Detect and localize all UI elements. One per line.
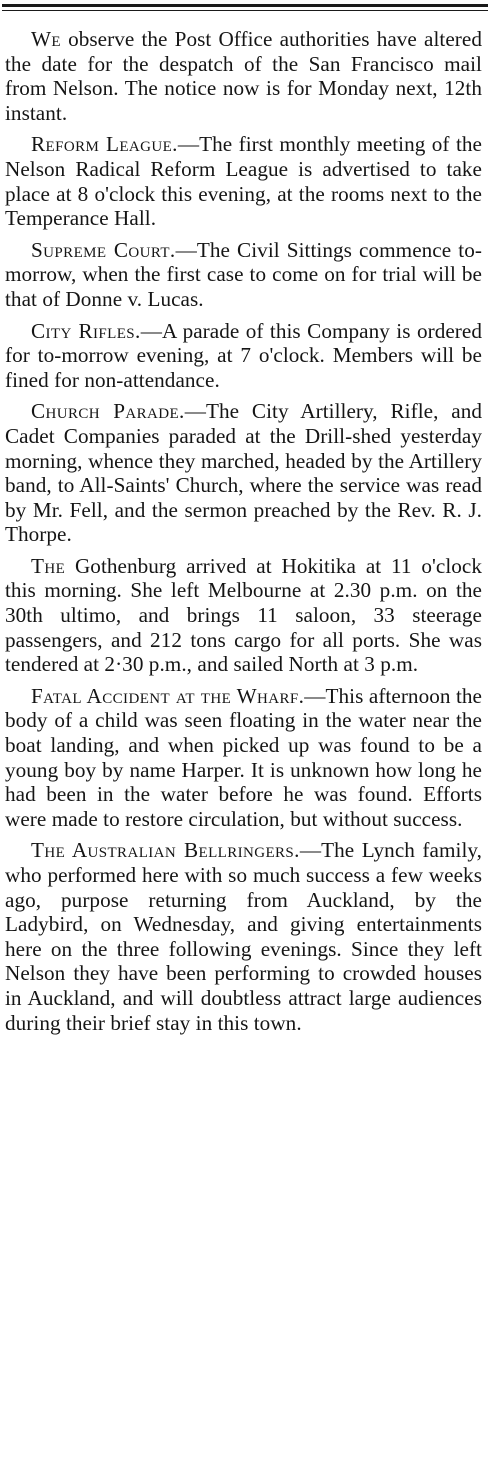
- paragraph-body: —The Lynch family, who performed here with so much success a few weeks ago, purpose returning from Auckland, by the Ladybird, on Wednesday, and giving entertainments here on the three following evenings. Since they left Nelson they have been performing to crowded houses in Auckland, and will doubtless attract large audiences during their brief stay in this town.: [5, 838, 482, 1035]
- paragraph-head: Reform League.: [31, 132, 178, 157]
- top-thick-rule: [2, 4, 488, 7]
- paragraph-head: Fatal Accident at the Wharf.: [31, 683, 305, 708]
- news-column: [5, 27, 482, 1042]
- paragraph-body: —The City Artillery, Rifle, and Cadet Companies paraded at the Drill-shed yesterday morning, whence they marched, headed by the Artillery band, to All-Saints' Church, where the service was read by Mr. Fell, and the sermon preached by the Rev. R. J. Thorpe.: [5, 399, 482, 547]
- paragraph-body: —A parade of this Company is ordered for to-morrow evening, at 7 o'clock. Members will be fined for non-attendance.: [5, 318, 483, 392]
- paragraph-church-parade: [5, 399, 482, 547]
- paragraph-bellringers: [5, 838, 482, 1035]
- paragraph-head: We: [31, 27, 61, 51]
- paragraph-supreme-court: [5, 238, 482, 312]
- paragraph-head: City Rifles.: [31, 318, 141, 343]
- paragraph-reform-league: [5, 132, 482, 230]
- paragraph-head: Supreme Court.: [31, 237, 176, 262]
- paragraph-body: Gothenburg arrived at Hokitika at 11 o'clock this morning. She left Melbourne at 2.30 p.m. on the 30th ultimo, and brings 11 saloon, 33 steerage passengers, and 212 tons cargo for all ports. She was tendered at 2·30 p.m., and sailed North at 3 p.m.: [5, 553, 482, 677]
- paragraph-body: —The Civil Sittings commence to-morrow, when the first case to come on for trial will be that of Donne v. Lucas.: [5, 237, 482, 311]
- top-thin-rule: [2, 10, 488, 11]
- paragraph-head: Church Parade.: [31, 399, 185, 424]
- paragraph-fatal-accident: [5, 684, 482, 832]
- paragraph-head: The Australian Bellringers.: [31, 838, 300, 863]
- paragraph-body: —The first monthly meeting of the Nelson Radical Reform League is advertised to take place at 8 o'clock this evening, at the rooms next to the Temperance Hall.: [5, 132, 482, 231]
- paragraph-gothenburg: [5, 554, 482, 677]
- paragraph-body: observe the Post Office authorities have altered the date for the despatch of the San Francisco mail from Nelson. The notice now is for Monday next, 12th instant.: [5, 27, 482, 125]
- paragraph-mail-notice: [5, 27, 482, 125]
- paragraph-head: The: [31, 553, 66, 578]
- paragraph-city-rifles: [5, 319, 482, 393]
- paragraph-body: —This afternoon the body of a child was seen floating in the water near the boat landing, and when picked up was found to be a young boy by name Harper. It is unknown how long he had been in the water before he was found. Efforts were made to restore circulation, but without success.: [5, 683, 482, 831]
